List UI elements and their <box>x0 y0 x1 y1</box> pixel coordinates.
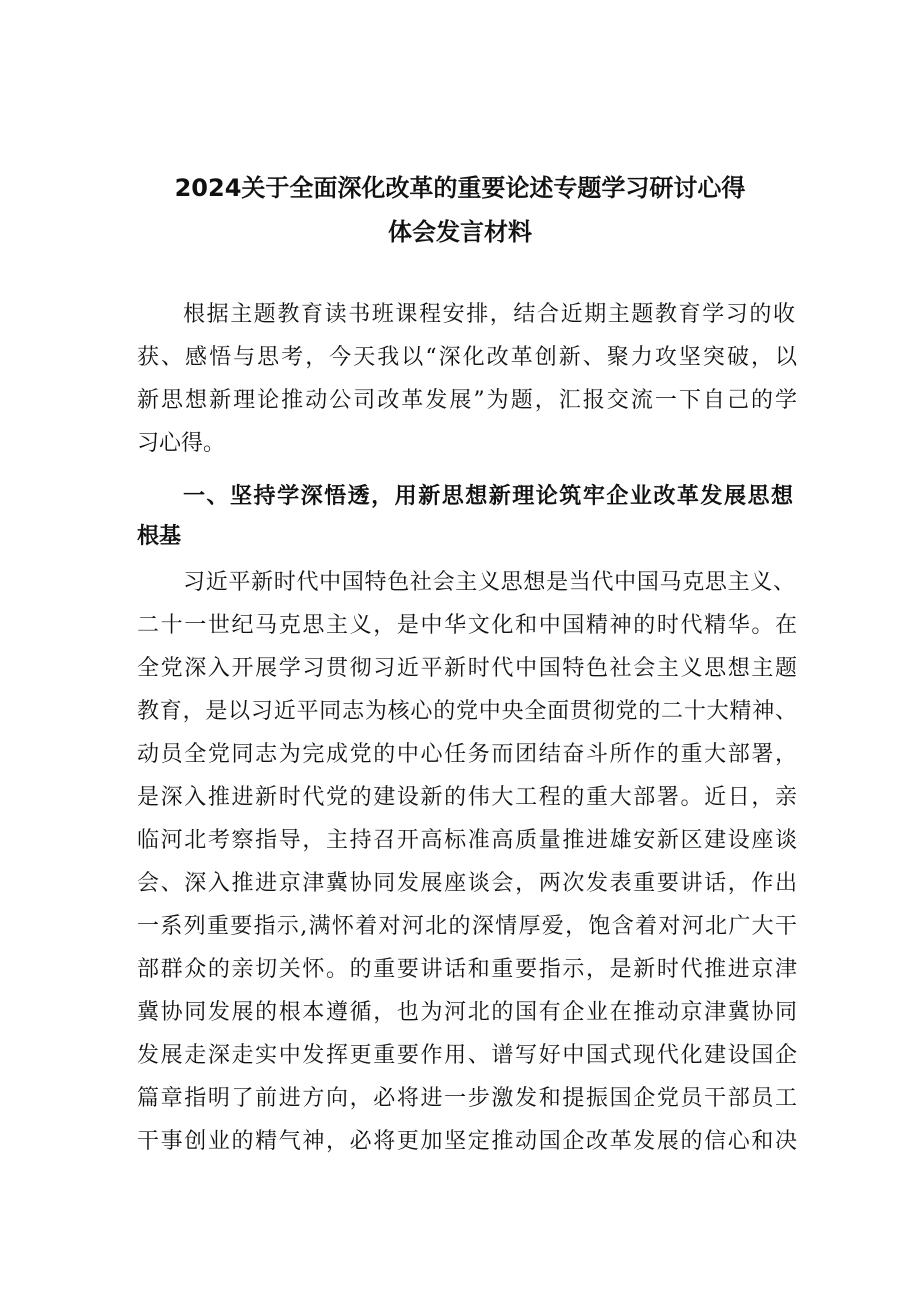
body-line: 是深入推进新时代党的建设新的伟大工程的重大部署。近日，亲 <box>137 785 797 810</box>
body-line: 教育，是以习近平同志为核心的党中央全面贯彻党的二十大精神、 <box>137 699 797 724</box>
body-line: 一系列重要指示,满怀着对河北的深情厚爱，饱含着对河北广大干 <box>137 914 797 939</box>
body-line: 发展走深走实中发挥更重要作用、谱写好中国式现代化建设国企 <box>137 1043 797 1068</box>
body-line: 全党深入开展学习贯彻习近平新时代中国特色社会主义思想主题 <box>137 656 797 681</box>
body-line: 部群众的亲切关怀。的重要讲话和重要指示，是新时代推进京津 <box>137 957 797 982</box>
intro-line: 根据主题教育读书班课程安排，结合近期主题教育学习的收 <box>183 302 795 327</box>
document-title-line-1: 2024关于全面深化改革的重要论述专题学习研讨心得 <box>174 174 746 202</box>
intro-line: 获、感悟与思考，今天我以“深化改革创新、聚力攻坚突破，以 <box>137 345 797 370</box>
intro-line: 习心得。 <box>137 431 226 456</box>
body-line: 动员全党同志为完成党的中心任务而团结奋斗所作的重大部署， <box>137 742 797 767</box>
body-line: 二十一世纪马克思主义，是中华文化和中国精神的时代精华。在 <box>137 613 797 638</box>
body-line: 篇章指明了前进方向，必将进一步激发和提振国企党员干部员工 <box>137 1086 797 1111</box>
document-title-line-2: 体会发言材料 <box>388 218 532 246</box>
section-heading-line: 一、坚持学深悟透，用新思想新理论筑牢企业改革发展思想 <box>183 484 793 509</box>
intro-line: 新思想新理论推动公司改革发展”为题，汇报交流一下自己的学 <box>137 388 797 413</box>
body-line: 冀协同发展的根本遵循，也为河北的国有企业在推动京津冀协同 <box>137 1000 797 1025</box>
body-line: 干事创业的精气神，必将更加坚定推动国企改革发展的信心和决 <box>137 1129 797 1154</box>
body-line: 临河北考察指导，主持召开高标准高质量推进雄安新区建设座谈 <box>137 828 797 853</box>
section-heading-line: 根基 <box>137 524 182 549</box>
body-line: 会、深入推进京津冀协同发展座谈会，两次发表重要讲话，作出 <box>137 871 797 896</box>
body-line: 习近平新时代中国特色社会主义思想是当代中国马克思主义、 <box>183 570 795 595</box>
